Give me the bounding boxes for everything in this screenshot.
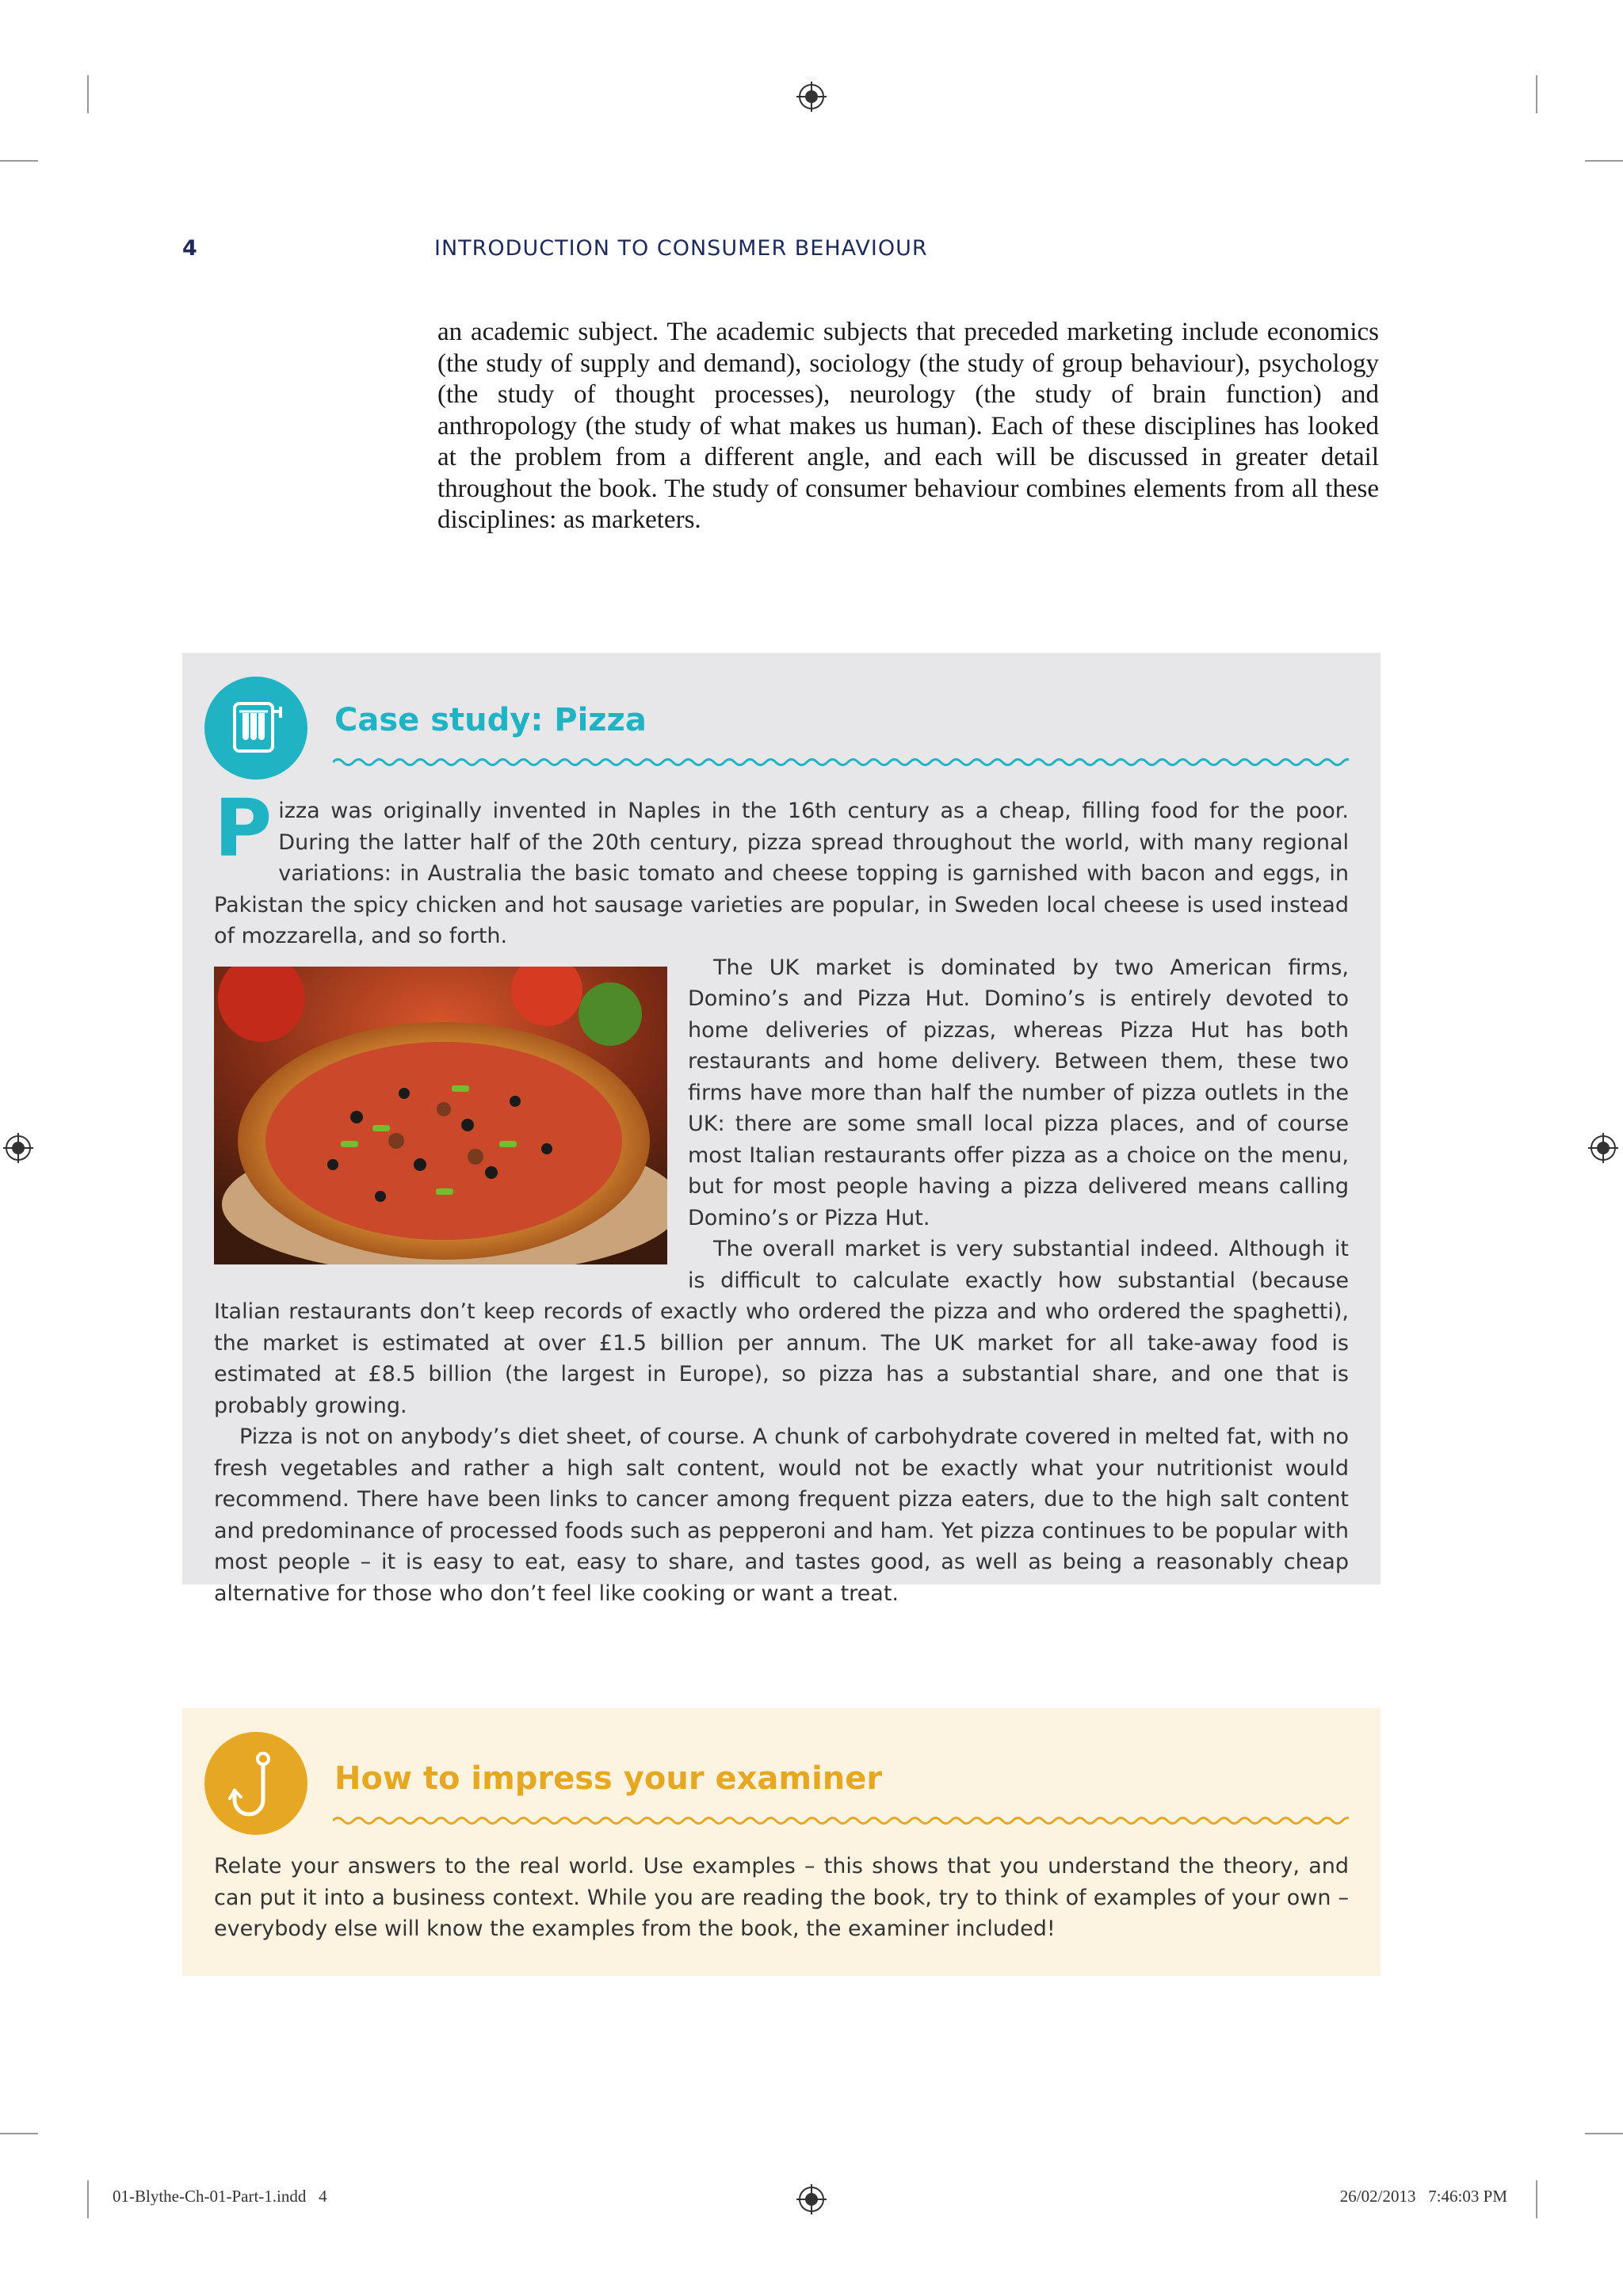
case-paragraph-3: The overall market is very substantial indeed. Although it is difficult to calculate exactly how substantial (because Italian restaurants don’t keep records of exactly who ordered the pizza and who ordered the spaghetti), the market is estimated at over £1.5 billion per annum. The UK market for all take-away food is estimated at £8.5 billion (the largest in Europe), so pizza has a substantial share, and one that is probably growing.: [214, 1237, 1349, 1418]
registration-mark-icon: [796, 2184, 827, 2214]
examiner-text: Relate your answers to the real world. Use examples – this shows that you understand the theory, and can put it into a business context. While you are reading the book, try to think of examples of your own – everybody else will know the examples from the book, the examiner included!: [214, 1854, 1349, 1941]
case-study-box: [182, 653, 1381, 1606]
crop-mark: [0, 2133, 38, 2134]
crop-mark: [87, 75, 89, 113]
footer-timestamp: 26/02/2013 7:46:03 PM: [1339, 2187, 1507, 2206]
crop-mark: [1536, 75, 1537, 113]
case-paragraph-4: Pizza is not on anybody’s diet sheet, of course. A chunk of carbohydrate covered in melted fat, with no fresh vegetables and rather a high salt content, would not be exactly what your nutritionist would recommend. There have been links to cancer among frequent pizza eaters, due to the high salt content and predominance of processed foods such as pepperoni and ham. Yet pizza continues to be popular with most people – it is easy to eat, easy to share, and tastes good, as well as being a reasonably cheap alternative for those who don’t feel like cooking or want a treat.: [214, 1425, 1349, 1606]
examiner-heading: How to impress your examiner: [334, 1760, 883, 1797]
crop-mark: [1536, 2180, 1537, 2218]
crop-mark: [1585, 160, 1623, 162]
case-paragraph-2: The UK market is dominated by two American firms, Domino’s and Pizza Hut. Domino’s is entirely devoted to home deliveries of pizzas, whereas Pizza Hut has both restaurants and home delivery. Between them, these two firms have more than half the number of pizza outlets in the UK: there are some small local pizza places, and of course most Italian restaurants offer pizza as a choice on the menu, but for most people having a pizza delivered means calling Domino’s or Pizza Hut.: [688, 955, 1349, 1230]
case-paragraph-1: Pizza was originally invented in Naples in the 16th century as a cheap, filling food for the poor. During the latter half of the 20th century, pizza spread throughout the world, with many regional variations: in Australia the basic tomato and cheese topping is garnished with bacon and eggs, in Pakistan the spicy chicken and hot sausage varieties are popular, in Sweden local cheese is used instead of mozzarella, and so forth.: [214, 782, 1349, 948]
registration-mark-icon: [796, 82, 827, 112]
page-number: 4: [182, 236, 197, 261]
test-tubes-icon: [204, 677, 307, 780]
crop-mark: [0, 160, 38, 162]
wavy-divider: [333, 1813, 1349, 1829]
fish-hook-icon: [204, 1732, 307, 1835]
pizza-photo: [214, 967, 667, 1264]
registration-mark-icon: [1588, 1133, 1618, 1163]
crop-mark: [1585, 2133, 1623, 2134]
registration-mark-icon: [3, 1133, 33, 1163]
footer-file-name: 01-Blythe-Ch-01-Part-1.indd 4: [113, 2187, 327, 2206]
wavy-divider: [333, 754, 1349, 770]
crop-mark: [87, 2180, 89, 2218]
intro-paragraph: an academic subject. The academic subjects that preceded marketing include economics (the study of supply and demand), sociology (the study of group behaviour), psychology (the study of thought processes), neurology (the study of brain function) and anthropology (the study of what makes us human). Each of these disciplines has looked at the problem from a different angle, and each will be discussed in greater detail throughout the book. The study of consumer behaviour combines elements from all these disciplines: as marketers.: [437, 318, 1379, 534]
drop-cap: P: [214, 782, 273, 875]
case-study-body: [214, 782, 1349, 1609]
running-title: INTRODUCTION TO CONSUMER BEHAVIOUR: [434, 236, 928, 261]
case-study-heading: Case study: Pizza: [334, 702, 647, 738]
examiner-tip-box: [182, 1708, 1381, 1976]
